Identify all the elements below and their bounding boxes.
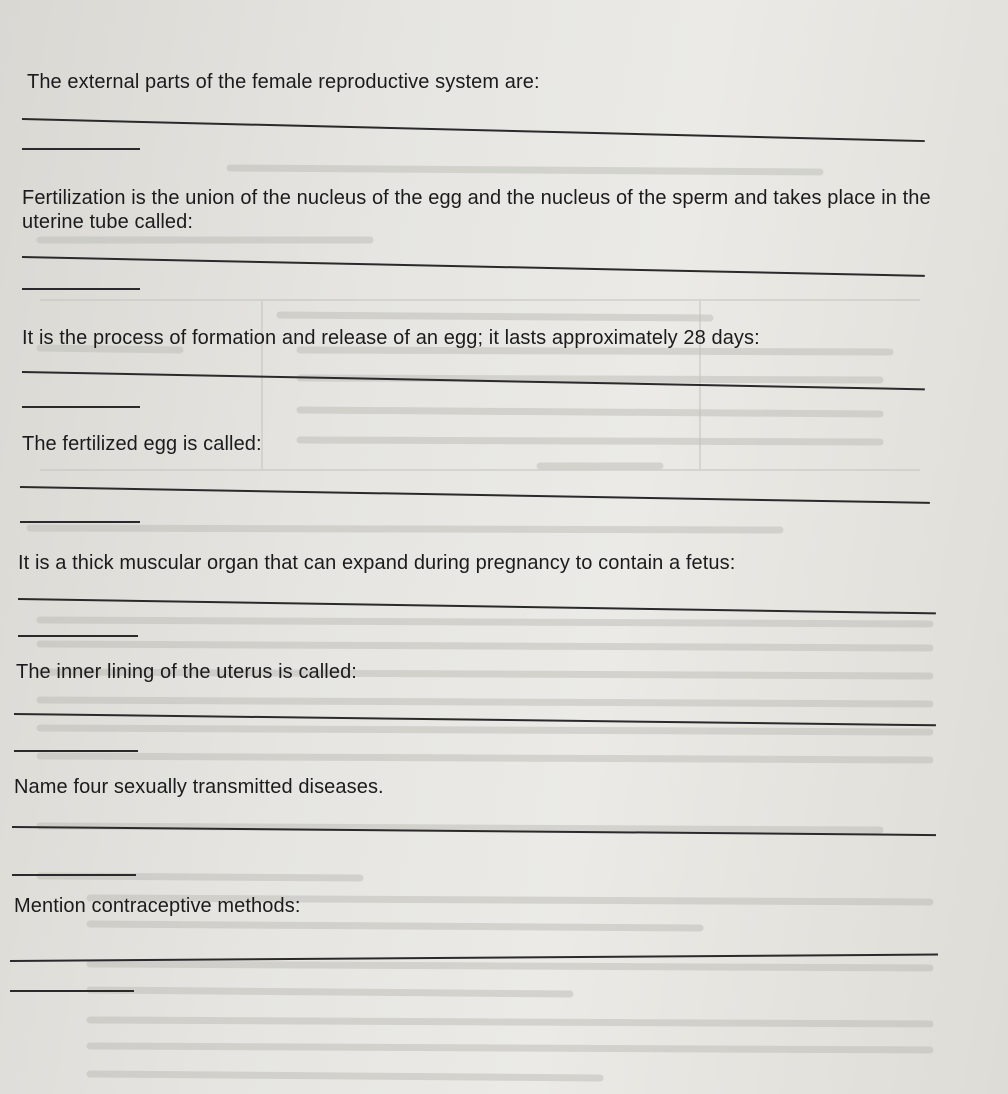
question-1-text: The external parts of the female reproductive system are: — [27, 71, 540, 93]
answer-line-4a — [20, 486, 930, 504]
question-7-text: Name four sexually transmitted diseases. — [14, 776, 384, 798]
answer-line-2a — [22, 256, 925, 277]
answer-line-1b — [22, 148, 140, 150]
answer-line-8b — [10, 990, 134, 992]
answer-line-1a — [22, 118, 925, 142]
answer-line-4b — [20, 521, 140, 523]
answer-line-3a — [22, 371, 925, 390]
answer-line-7b — [12, 874, 136, 876]
answer-line-6b — [14, 750, 138, 752]
question-4-text: The fertilized egg is called: — [22, 433, 262, 455]
answer-line-2b — [22, 288, 140, 290]
answer-line-8a — [10, 954, 938, 962]
answer-line-6a — [14, 713, 936, 726]
question-6-text: The inner lining of the uterus is called: — [16, 661, 357, 683]
question-2-text: Fertilization is the union of the nucleus of the egg and the nucleus of the sperm and takes place in the uterine tube called: — [22, 187, 931, 233]
answer-line-5b — [18, 635, 138, 637]
answer-line-3b — [22, 406, 140, 408]
answer-line-7a — [12, 826, 936, 836]
question-5-text: It is a thick muscular organ that can expand during pregnancy to contain a fetus: — [18, 552, 736, 574]
question-3-text: It is the process of formation and release of an egg; it lasts approximately 28 days: — [22, 327, 760, 349]
answer-line-5a — [18, 598, 936, 614]
question-8-text: Mention contraceptive methods: — [14, 895, 301, 917]
